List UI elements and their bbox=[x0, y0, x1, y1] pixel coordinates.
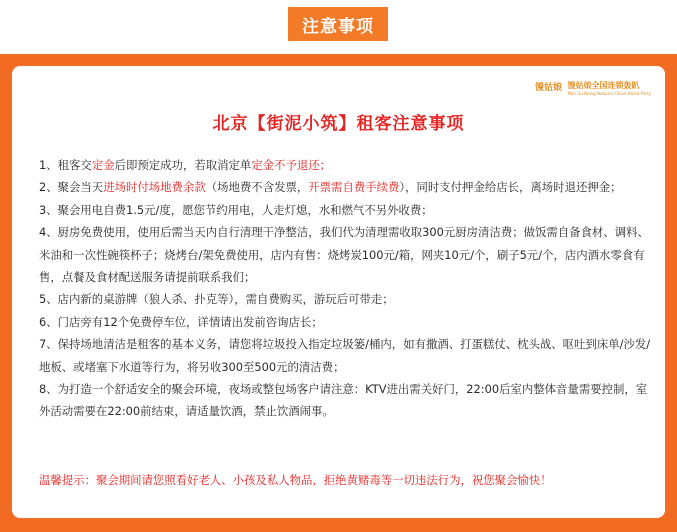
header-tab bbox=[288, 7, 388, 41]
logo-text bbox=[568, 80, 652, 96]
rule-item bbox=[39, 154, 651, 176]
rule-text: 后即预定成功，若取消定单 bbox=[114, 158, 252, 172]
rule-item bbox=[39, 221, 651, 288]
rule-text: 8、为打造一个舒适安全的聚会环境，夜场或整包场客户请注意：KTV进出需关好门，22:00后室内整体音量需要控制，室外活动需要在22:00前结束，请适量饮酒，禁止饮酒闹事。 bbox=[39, 382, 648, 419]
rule-text: 4、厨房免费使用，使用后需当天内自行清理干净整洁，我们代为清理需收取300元厨房清洁费；做饭需自备食材、调料、米油和一次性碗筷杯子；烧烤台/架免费使用，店内有售：烧烤炭100元/箱，网夹10元/个，刷子5元/个，店内酒水零食有售，点餐及食材配送服务请提前联系我们； bbox=[39, 225, 649, 285]
rule-highlight-text: 进场时付场地费余款 bbox=[103, 180, 206, 195]
rule-item bbox=[39, 311, 651, 333]
rule-text: 5、店内新的桌游牌（狼人杀、扑克等），需自费购买，游玩后可带走； bbox=[39, 292, 394, 307]
rule-text: 3、聚会用电自费1.5元/度，愿您节约用电，人走灯熄，水和燃气不另外收费； bbox=[39, 202, 433, 217]
logo-name-cn: 馒姑娘全国连锁轰趴 bbox=[567, 81, 640, 90]
rule-highlight-text: 开票需自费手续费 bbox=[308, 180, 400, 195]
page-title: 北京【街泥小筑】租客注意事项 bbox=[212, 114, 465, 134]
rule-item bbox=[39, 176, 651, 198]
logo-mark-icon: 馒姑娘 bbox=[534, 83, 562, 93]
notice-card bbox=[12, 66, 665, 518]
rule-item bbox=[39, 378, 651, 423]
rule-item bbox=[39, 199, 651, 221]
rule-text: ），同时支付押金给店长，离场时退还押金； bbox=[399, 180, 622, 195]
rule-item bbox=[39, 288, 651, 310]
logo-name-en: Man Gu Niang National Chain Home Party bbox=[567, 91, 651, 96]
rules-list bbox=[39, 154, 651, 423]
rule-text: 2、聚会当天 bbox=[39, 180, 104, 195]
rule-text: 6、门店旁有12个免费停车位，详情请出发前咨询店长； bbox=[39, 314, 323, 329]
warm-tip: 温馨提示：聚会期间请您照看好老人、小孩及私人物品，拒绝黄赌毒等一切违法行为，祝您聚会愉快！ bbox=[39, 473, 552, 487]
rule-text: 7、保持场地清洁是租客的基本义务，请您将垃圾投入指定垃圾篓/桶内，如有撒酒、打蛋糕仗、枕头战、呕吐到床单/沙发/地板、或堵塞下水道等行为，将另收300至500元的清洁费； bbox=[39, 337, 651, 374]
rule-text: 1、租客交 bbox=[39, 158, 92, 172]
brand-logo bbox=[534, 76, 652, 100]
rule-highlight-text: 定金不予退还； bbox=[251, 158, 332, 172]
rule-item bbox=[39, 333, 651, 378]
header-tab-label: 注意事项 bbox=[302, 16, 374, 37]
rule-text: （场地费不含发票， bbox=[205, 180, 309, 195]
rule-highlight-text: 定金 bbox=[91, 158, 115, 172]
